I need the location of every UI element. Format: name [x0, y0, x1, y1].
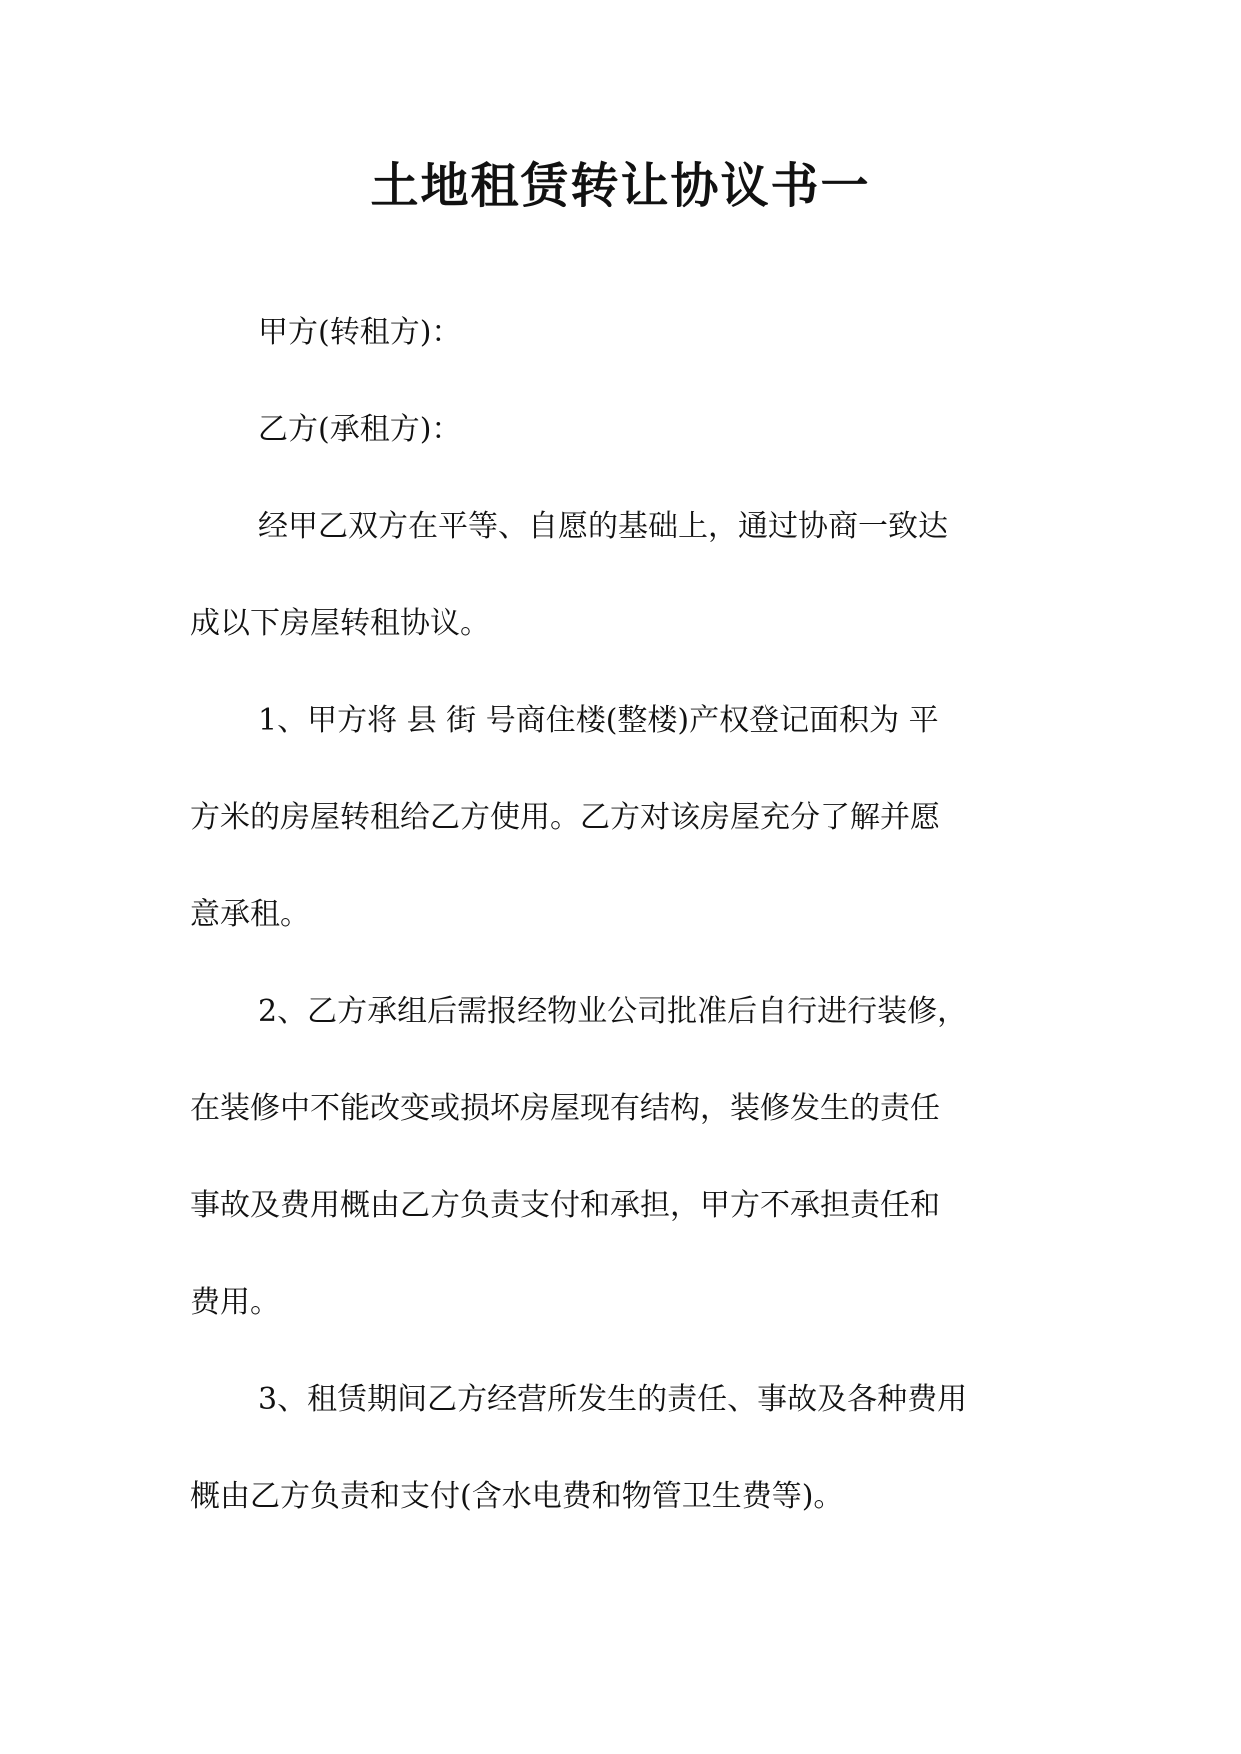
- clause-1-line-2: 方米的房屋转租给乙方使用。乙方对该房屋充分了解并愿: [190, 800, 940, 835]
- clause-2-line-2: 在装修中不能改变或损坏房屋现有结构，装修发生的责任: [190, 1091, 940, 1126]
- clause-1-line-1: 1、甲方将 县 街 号商住楼(整楼)产权登记面积为 平: [258, 703, 939, 738]
- document-title: 土地租赁转让协议书一: [370, 158, 871, 214]
- clause-3-line-1: 3、租赁期间乙方经营所发生的责任、事故及各种费用: [258, 1382, 968, 1417]
- clause-2-line-4: 费用。: [190, 1285, 280, 1320]
- party-a-line: 甲方(转租方)：: [258, 315, 462, 350]
- intro-paragraph-line-2: 成以下房屋转租协议。: [190, 606, 490, 641]
- clause-2-line-1: 2、乙方承组后需报经物业公司批准后自行进行装修，: [258, 994, 968, 1029]
- intro-paragraph-line-1: 经甲乙双方在平等、自愿的基础上，通过协商一致达: [258, 509, 948, 544]
- clause-1-line-3: 意承租。: [190, 897, 310, 932]
- clause-2-line-3: 事故及费用概由乙方负责支付和承担，甲方不承担责任和: [190, 1188, 940, 1223]
- party-b-line: 乙方(承租方)：: [258, 412, 462, 447]
- clause-3-line-2: 概由乙方负责和支付(含水电费和物管卫生费等)。: [190, 1479, 844, 1514]
